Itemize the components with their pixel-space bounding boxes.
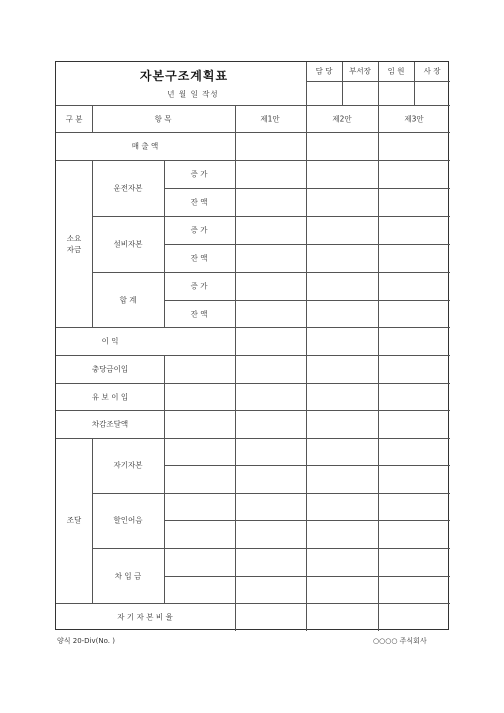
header-plan-2: 제2안 <box>332 114 352 124</box>
grid-line <box>235 105 236 631</box>
grid-line <box>56 105 450 106</box>
row-label-working-capital: 운전자본 <box>113 183 143 193</box>
grid-line <box>164 438 165 603</box>
grid-line <box>56 327 450 328</box>
grid-line <box>378 62 379 105</box>
row-label-borrowing: 차 입 금 <box>114 571 142 581</box>
grid-line <box>56 603 450 604</box>
form-number: 양식 20-Div(No. ) <box>57 637 115 645</box>
grid-line <box>164 520 450 521</box>
grid-line <box>92 548 450 549</box>
row-label-facility-capital: 설비자본 <box>113 239 143 249</box>
row-label-reserve-transfer: 충당금이입 <box>91 364 129 374</box>
sub-label-balance: 잔 액 <box>190 197 208 207</box>
grid-line <box>56 383 450 384</box>
grid-line <box>92 216 450 217</box>
approval-label-president: 사 장 <box>423 66 441 76</box>
sub-label-balance: 잔 액 <box>190 309 208 319</box>
grid-line <box>164 576 450 577</box>
grid-line <box>92 438 93 603</box>
approval-label-manager: 담 당 <box>315 66 333 76</box>
header-plan-3: 제3안 <box>404 114 424 124</box>
grid-line <box>92 272 450 273</box>
row-label-equity: 자기자본 <box>113 460 143 470</box>
grid-line <box>164 244 450 245</box>
grid-line <box>164 465 450 466</box>
row-label-equity-ratio: 자 기 자 본 비 율 <box>117 612 173 622</box>
group-label-required-funds: 소요 자금 <box>66 234 82 254</box>
row-label-total: 합 계 <box>119 295 137 305</box>
grid-line <box>56 438 450 439</box>
grid-line <box>56 410 450 411</box>
row-label-net-procurement: 차감조달액 <box>91 419 129 429</box>
grid-line <box>414 62 415 105</box>
grid-line <box>56 355 450 356</box>
grid-line <box>306 62 307 105</box>
form-title: 자본구조계획표 <box>139 69 229 83</box>
grid-line <box>342 62 343 105</box>
grid-line <box>164 355 165 438</box>
sub-label-increase: 증 가 <box>190 281 208 291</box>
grid-line <box>56 132 450 133</box>
group-label-procurement: 조달 <box>66 515 82 525</box>
grid-line <box>92 493 450 494</box>
date-line: 년 월 일 작성 <box>167 89 219 99</box>
sub-label-increase: 증 가 <box>190 169 208 179</box>
row-label-discount-bill: 할인어음 <box>113 515 143 525</box>
sub-label-increase: 증 가 <box>190 225 208 235</box>
grid-line <box>164 300 450 301</box>
capital-structure-plan-form <box>55 61 449 630</box>
header-category: 구 분 <box>65 114 83 124</box>
header-item: 항 목 <box>154 114 172 124</box>
grid-line <box>92 160 93 327</box>
row-label-sales: 매 출 액 <box>131 141 159 151</box>
grid-line <box>164 160 165 327</box>
grid-line <box>306 105 307 631</box>
row-label-profit: 이 익 <box>101 336 119 346</box>
grid-line <box>164 188 450 189</box>
header-plan-1: 제1안 <box>260 114 280 124</box>
grid-line <box>56 160 450 161</box>
approval-label-executive: 임 원 <box>387 66 405 76</box>
company-name: ○○○○ 주식회사 <box>373 637 427 645</box>
grid-line <box>378 105 379 631</box>
row-label-retained-transfer: 유 보 이 입 <box>91 392 129 402</box>
grid-line <box>92 105 93 132</box>
sub-label-balance: 잔 액 <box>190 253 208 263</box>
approval-label-dept-head: 부서장 <box>349 66 371 76</box>
